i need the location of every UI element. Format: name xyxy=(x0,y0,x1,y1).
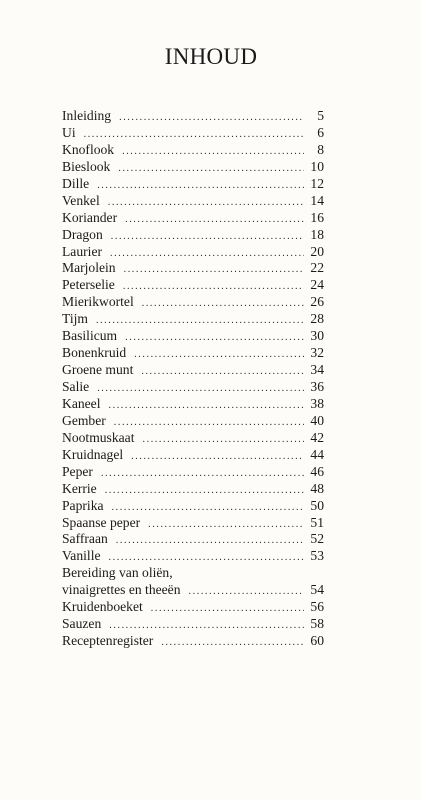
toc-entry-label: Ui xyxy=(62,124,76,140)
toc-entry-label: Nootmuskaat xyxy=(62,429,135,445)
dot-leader xyxy=(141,364,304,381)
toc-entry-label: Venkel xyxy=(62,192,100,208)
toc-entry xyxy=(62,531,324,548)
toc-entry xyxy=(62,193,324,210)
toc-entry xyxy=(62,345,324,362)
toc-entry-page-number: 28 xyxy=(310,311,324,327)
toc-entry xyxy=(62,142,324,159)
toc-entry-label: Inleiding xyxy=(62,108,112,123)
toc-entry xyxy=(62,616,324,633)
toc-entry xyxy=(62,227,324,244)
toc-entry-page-number: 38 xyxy=(310,395,324,411)
dot-leader xyxy=(84,127,304,144)
toc-entry-page-number: 20 xyxy=(310,243,324,259)
toc-entry-label: Dragon xyxy=(62,226,103,242)
toc-entry-label: Salie xyxy=(62,379,90,394)
dot-leader xyxy=(96,313,304,330)
toc-entry xyxy=(62,260,324,277)
toc-entry xyxy=(62,379,324,396)
toc-entry-label: Bonenkruid xyxy=(62,345,127,361)
toc-entry xyxy=(62,108,324,125)
toc-entry xyxy=(62,413,324,430)
toc-entry-page-number: 34 xyxy=(310,362,324,378)
page-title: INHOUD xyxy=(164,44,258,69)
toc-entry-label: Kaneel xyxy=(62,395,101,411)
toc-entry xyxy=(62,277,324,294)
toc-entry-label: Dille xyxy=(62,175,90,191)
toc-entry-page-number: 18 xyxy=(310,226,324,242)
dot-leader xyxy=(118,161,304,178)
toc-entry-page-number: 44 xyxy=(310,446,324,462)
toc-entry-label: Marjolein xyxy=(62,260,116,276)
dot-leader xyxy=(110,246,304,263)
dot-leader xyxy=(122,144,304,161)
toc-entry-page-number: 46 xyxy=(310,463,324,479)
dot-leader xyxy=(109,398,305,415)
toc-entry xyxy=(62,125,324,142)
toc-entry-label: Bereiding van oliën, xyxy=(62,565,173,581)
toc-entry xyxy=(62,159,324,176)
toc-entry-label: Kruidnagel xyxy=(62,446,124,462)
dot-leader xyxy=(148,517,304,534)
toc-entry xyxy=(62,565,324,582)
dot-leader xyxy=(161,635,304,652)
toc-entry xyxy=(62,464,324,481)
toc-entry-label: Peper xyxy=(62,463,93,479)
toc-entry-label: Gember xyxy=(62,412,106,428)
toc-entry-label: Bieslook xyxy=(62,158,111,174)
toc-entry-page-number: 24 xyxy=(310,277,324,293)
toc-entry-page-number: 42 xyxy=(310,429,324,445)
toc-entry xyxy=(62,396,324,413)
dot-leader xyxy=(189,584,304,601)
dot-leader xyxy=(108,195,304,212)
toc-entry-page-number: 30 xyxy=(310,328,324,344)
toc-entry-label: Tijm xyxy=(62,311,88,327)
toc-entry-label: Receptenregister xyxy=(62,633,154,649)
toc-entry-label: Kruidenboeket xyxy=(62,599,143,615)
dot-leader xyxy=(114,415,304,432)
toc-entry xyxy=(62,176,324,193)
toc-entry-page-number: 51 xyxy=(310,514,324,530)
toc-entry-page-number: 22 xyxy=(310,260,324,276)
dot-leader xyxy=(119,110,304,127)
toc-entry xyxy=(62,328,324,345)
toc-entry-page-number: 60 xyxy=(310,633,324,649)
toc-entry-label: Peterselie xyxy=(62,277,115,293)
toc-entry-label: Laurier xyxy=(62,243,102,259)
toc-entry-page-number: 5 xyxy=(317,108,324,123)
toc-entry-page-number: 6 xyxy=(317,124,324,140)
toc-entry-page-number: 58 xyxy=(310,616,324,632)
toc-entry-page-number: 50 xyxy=(310,497,324,513)
toc-entry-page-number: 52 xyxy=(310,531,324,547)
dot-leader xyxy=(125,330,304,347)
toc-entry-label: vinaigrettes en theeën xyxy=(62,582,181,598)
toc-entry xyxy=(62,481,324,498)
dot-leader xyxy=(124,262,304,279)
toc-entry-page-number: 14 xyxy=(310,192,324,208)
toc-entry-label: Mierikwortel xyxy=(62,294,134,310)
table-of-contents xyxy=(62,108,324,650)
dot-leader xyxy=(97,178,304,195)
toc-entry-page-number: 53 xyxy=(310,548,324,564)
toc-entry-page-number: 48 xyxy=(310,480,324,496)
toc-entry-page-number: 12 xyxy=(310,175,324,191)
toc-entry-label: Knoflook xyxy=(62,141,115,157)
toc-entry-label: Paprika xyxy=(62,497,104,513)
toc-entry-label: Basilicum xyxy=(62,328,118,344)
dot-leader xyxy=(131,449,304,466)
dot-leader xyxy=(111,229,304,246)
toc-entry-label: Kerrie xyxy=(62,480,97,496)
toc-entry-label: Spaanse peper xyxy=(62,514,141,530)
toc-entry-page-number: 54 xyxy=(310,582,324,598)
dot-leader xyxy=(151,601,304,618)
toc-entry-label: Koriander xyxy=(62,209,118,225)
dot-leader xyxy=(123,279,304,296)
toc-entry xyxy=(62,515,324,532)
dot-leader xyxy=(97,381,304,398)
toc-entry-page-number: 10 xyxy=(310,158,324,174)
toc-entry xyxy=(62,447,324,464)
toc-entry-page-number: 26 xyxy=(310,294,324,310)
toc-entry xyxy=(62,548,324,565)
dot-leader xyxy=(125,212,304,229)
toc-entry-page-number: 8 xyxy=(317,141,324,157)
toc-entry xyxy=(62,599,324,616)
toc-entry xyxy=(62,244,324,261)
dot-leader xyxy=(134,347,304,364)
toc-entry-label: Groene munt xyxy=(62,362,134,378)
toc-entry xyxy=(62,633,324,650)
toc-entry-page-number: 40 xyxy=(310,412,324,428)
toc-entry xyxy=(62,362,324,379)
dot-leader xyxy=(142,296,304,313)
dot-leader xyxy=(143,432,305,449)
toc-entry-page-number: 16 xyxy=(310,209,324,225)
dot-leader xyxy=(105,483,304,500)
toc-entry xyxy=(62,210,324,227)
toc-entry xyxy=(62,582,324,599)
toc-entry-page-number: 56 xyxy=(310,599,324,615)
toc-entry xyxy=(62,294,324,311)
toc-entry-page-number: 36 xyxy=(310,379,324,394)
toc-entry-label: Vanille xyxy=(62,548,101,564)
toc-entry-label: Saffraan xyxy=(62,531,108,547)
dot-leader xyxy=(101,466,304,483)
dot-leader xyxy=(116,533,304,550)
toc-entry xyxy=(62,498,324,515)
toc-entry-label: Sauzen xyxy=(62,616,102,632)
toc-entry xyxy=(62,311,324,328)
toc-entry xyxy=(62,430,324,447)
dot-leader xyxy=(112,500,304,517)
toc-entry-page-number: 32 xyxy=(310,345,324,361)
